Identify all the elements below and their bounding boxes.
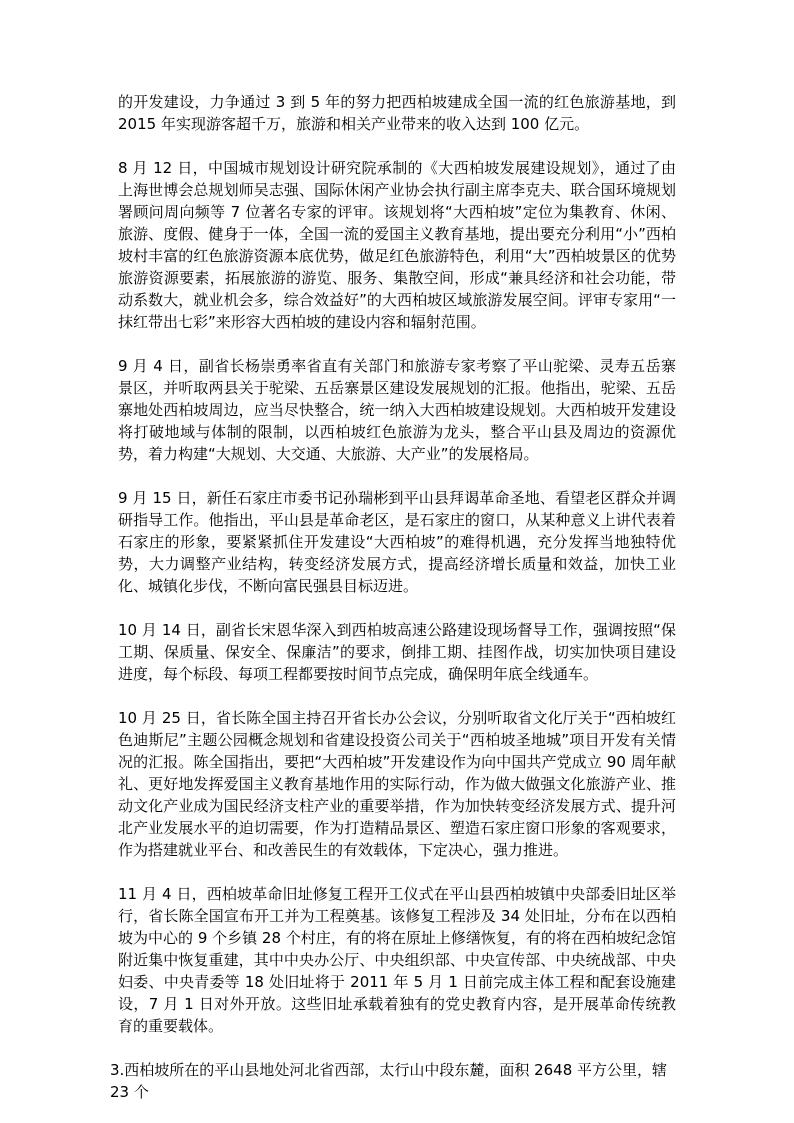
paragraph-continuation-development-goal: 的开发建设，力争通过 3 到 5 年的努力把西柏坡建成全国一流的红色旅游基地，到 2015 年实现游客超千万，旅游和相关产业带来的收入达到 100 亿元。 (118, 93, 676, 133)
list-item-3-pingshan-county: 3.西柏坡所在的平山县地处河北省西部，太行山中段东麓，面积 2648 平方公里，辖 23 个 (110, 1061, 668, 1101)
text-body (110, 91, 676, 1103)
paragraph-aug-12-planning-review: 8 月 12 日，中国城市规划设计研究院承制的《大西柏坡发展建设规划》，通过了由上海世博会总规划师吴志强、国际休闲产业协会执行副主席李克夫、联合国环境规划署顾问周向频等 7 位著名专家的评审。该规划将“大西柏坡”定位为集教育、休闲、旅游、度假、健身于一体，全国一流的爱国主义教育基地，提出要充分利用“小”西柏坡村丰富的红色旅游资源本底优势，做足红色旅游特色，利用“大”西柏坡景区的优势旅游资源要素，拓展旅游的游览、服务、集散空间，形成“兼具经济和社会功能，带动系数大，就业机会多，综合效益好”的大西柏坡区域旅游发展空间。评审专家用“一抹红带出七彩”来形容大西柏坡的建设内容和辐射范围。 (118, 159, 676, 331)
paragraph-nov-4-restoration-project: 11 月 4 日，西柏坡革命旧址修复工程开工仪式在平山县西柏坡镇中央部委旧址区举行，省长陈全国宣布开工并为工程奠基。该修复工程涉及 34 处旧址，分布在以西柏坡为中心的 9 个乡镇 28 个村庄，有的将在原址上修缮恢复，有的将在西柏坡纪念馆附近集中恢复重建，其中中央办公厅、中央组织部、中央宣传部、中央统战部、中央妇委、中央青委等 18 处旧址将于 2011 年 5 月 1 日前完成主体工程和配套设施建设，7 月 1 日对外开放。这些旧址承载着独有的党史教育内容，是开展革命传统教育的重要载体。 (118, 885, 676, 1035)
paragraph-oct-14-highway-supervision: 10 月 14 日，副省长宋恩华深入到西柏坡高速公路建设现场督导工作，强调按照“保工期、保质量、保安全、保廉洁”的要求，倒排工期、挂图作战，切实加快项目建设进度，每个标段、每项工程都要按时间节点完成，确保明年底全线通车。 (118, 621, 676, 683)
paragraph-sep-15-party-secretary-visit: 9 月 15 日，新任石家庄市委书记孙瑞彬到平山县拜谒革命圣地、看望老区群众并调研指导工作。他指出，平山县是革命老区，是石家庄的窗口，从某种意义上讲代表着石家庄的形象，要紧紧抓住开发建设“大西柏坡”的难得机遇，充分发挥当地独特优势，大力调整产业结构，转变经济发展方式，提高经济增长质量和效益，加快工业化、城镇化步伐，不断向富民强县目标迈进。 (118, 489, 676, 595)
paragraph-oct-25-governor-meeting: 10 月 25 日，省长陈全国主持召开省长办公会议，分别听取省文化厅关于“西柏坡红色迪斯尼”主题公园概念规划和省建设投资公司关于“西柏坡圣地城”项目开发有关情况的汇报。陈全国指出，要把“大西柏坡”开发建设作为向中国共产党成立 90 周年献礼、更好地发挥爱国主义教育基地作用的实际行动，作为做大做强文化旅游产业、推动文化产业成为国民经济支柱产业的重要举措，作为加快转变经济发展方式、提升河北产业发展水平的迫切需要，作为打造精品景区、塑造石家庄窗口形象的客观要求，作为搭建就业平台、和改善民生的有效载体，下定决心，强力推进。 (118, 709, 676, 859)
paragraph-sep-4-inspection: 9 月 4 日，副省长杨崇勇率省直有关部门和旅游专家考察了平山驼梁、灵寿五岳寨景区，并听取两县关于驼梁、五岳寨景区建设发展规划的汇报。他指出，驼梁、五岳寨地处西柏坡周边，应当尽快整合，统一纳入大西柏坡建设规划。大西柏坡开发建设将打破地域与体制的限制，以西柏坡红色旅游为龙头，整合平山县及周边的资源优势，着力构建“大规划、大交通、大旅游、大产业”的发展格局。 (118, 357, 676, 463)
